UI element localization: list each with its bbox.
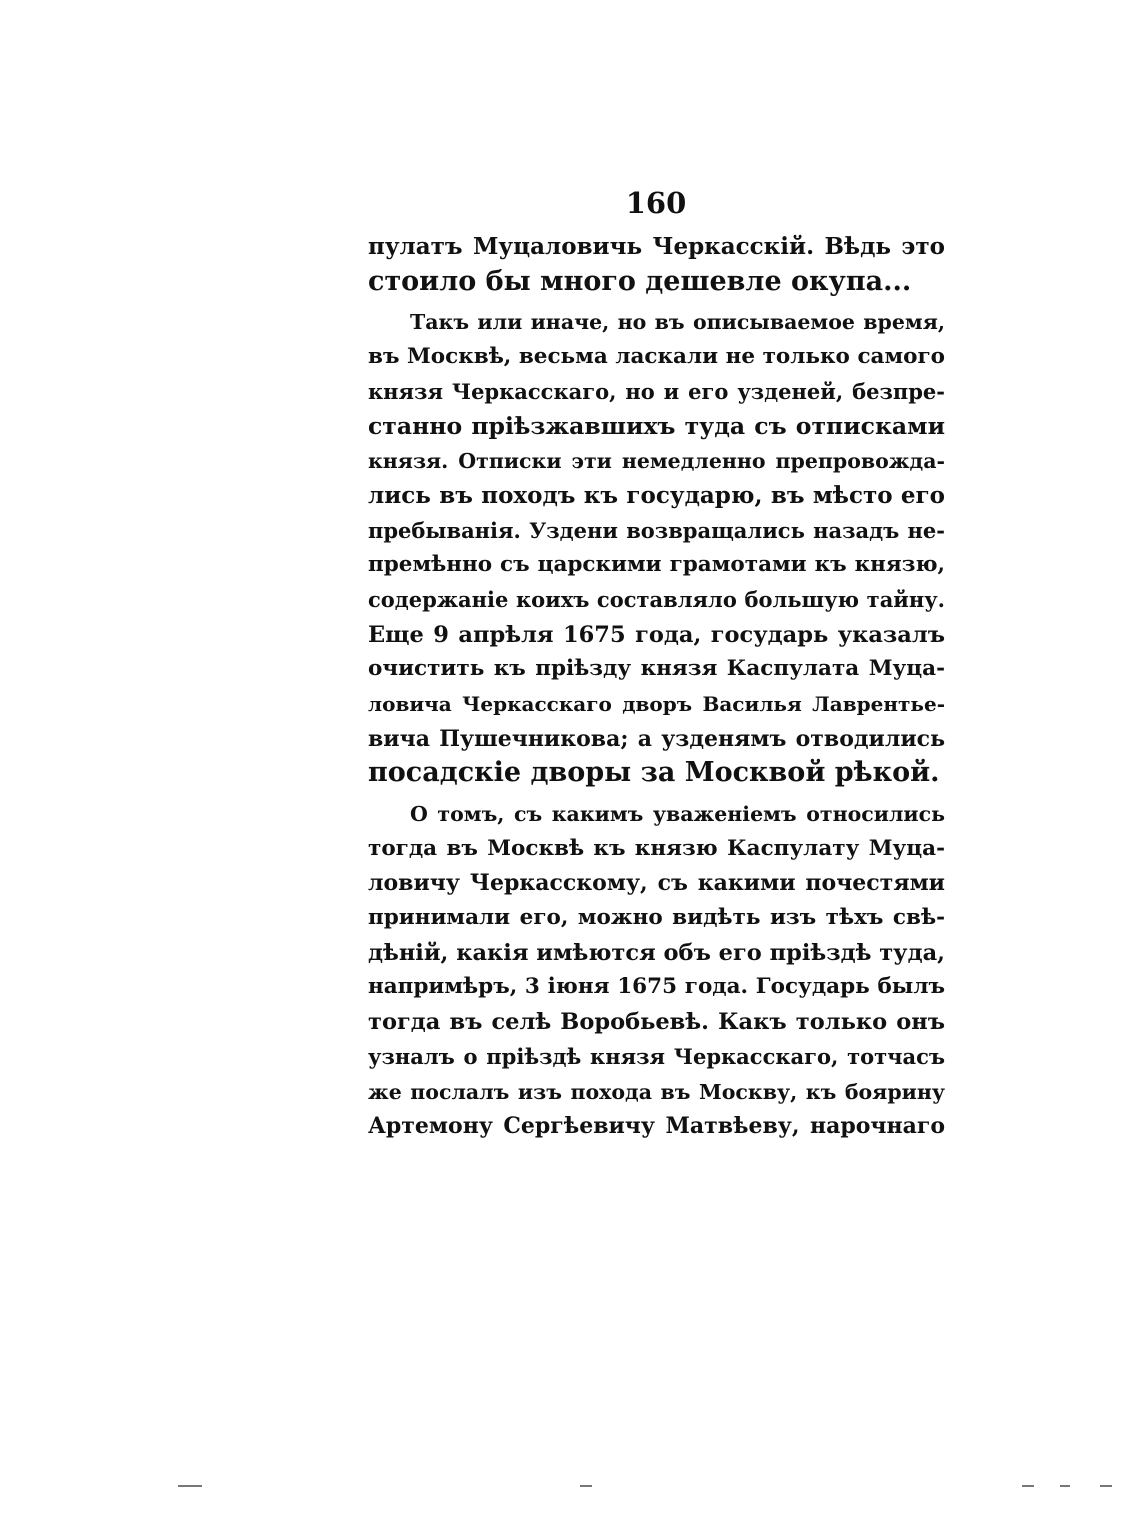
paragraph — [368, 305, 945, 791]
text-line: въ Москвѣ, весьма ласкали не только самого — [368, 344, 945, 370]
text-line: тогда въ Москвѣ къ князю Каспулату Муца- — [368, 835, 945, 861]
text-line: пребыванія. Уздени возвращались назадъ не- — [368, 517, 945, 543]
text-line: тогда въ селѣ Воробьевѣ. Какъ только онъ — [368, 1009, 945, 1036]
text-line: принимали его, можно видѣть изъ тѣхъ свѣ- — [368, 905, 945, 931]
text-line: посадскіе дворы за Москвой рѣкой. — [368, 757, 940, 789]
text-line: Еще 9 апрѣля 1675 года, государь указалъ — [368, 621, 945, 648]
text-line: О томъ, съ какимъ уваженіемъ относились — [410, 802, 945, 826]
scan-speck — [178, 1485, 202, 1487]
text-line: князя. Отписки эти немедленно препровожда- — [368, 449, 945, 474]
text-line: дѣній, какія имѣются объ его пріѣздѣ туда, — [368, 939, 945, 966]
text-line: ловичу Черкасскому, съ какими почестями — [368, 870, 945, 897]
text-line: Артемону Сергѣевичу Матвѣеву, нарочнаго — [368, 1113, 945, 1140]
text-line: Такъ или иначе, но въ описываемое время, — [410, 310, 945, 335]
scan-speck — [580, 1485, 592, 1487]
text-line: станно пріѣзжавшихъ туда съ отписками — [368, 412, 945, 441]
text-line: узналъ о пріѣздѣ князя Черкасскаго, тотчасъ — [368, 1043, 945, 1069]
text-line: стоило бы много дешевле окупа... — [368, 265, 912, 297]
page-number: 160 — [625, 186, 687, 220]
scan-speck — [1060, 1485, 1070, 1487]
text-line: князя Черкасскаго, но и его узденей, безпре- — [368, 378, 945, 404]
paragraph — [368, 230, 945, 299]
scan-speck — [1100, 1485, 1112, 1487]
text-line: вича Пушечникова; а узденямъ отводились — [368, 725, 945, 752]
text-line: очистить къ пріѣзду князя Каспулата Муца- — [368, 656, 945, 682]
text-line: лись въ походъ къ государю, въ мѣсто его — [368, 481, 945, 509]
body-text — [368, 230, 945, 1144]
paragraph — [368, 797, 945, 1144]
text-line: же послалъ изъ похода въ Москву, къ боярину — [368, 1079, 945, 1104]
text-line: напримѣръ, 3 іюня 1675 года. Государь былъ — [368, 974, 945, 1000]
text-line: премѣнно съ царскими грамотами къ князю, — [368, 552, 945, 578]
scan-speck — [1022, 1485, 1034, 1487]
text-line: пулатъ Муцаловичь Черкасскій. Вѣдь это — [368, 233, 945, 260]
text-line: содержаніе коихъ составляло большую тайну. — [368, 586, 945, 612]
text-line: ловича Черкасскаго дворъ Василья Лаврентье- — [368, 691, 945, 716]
